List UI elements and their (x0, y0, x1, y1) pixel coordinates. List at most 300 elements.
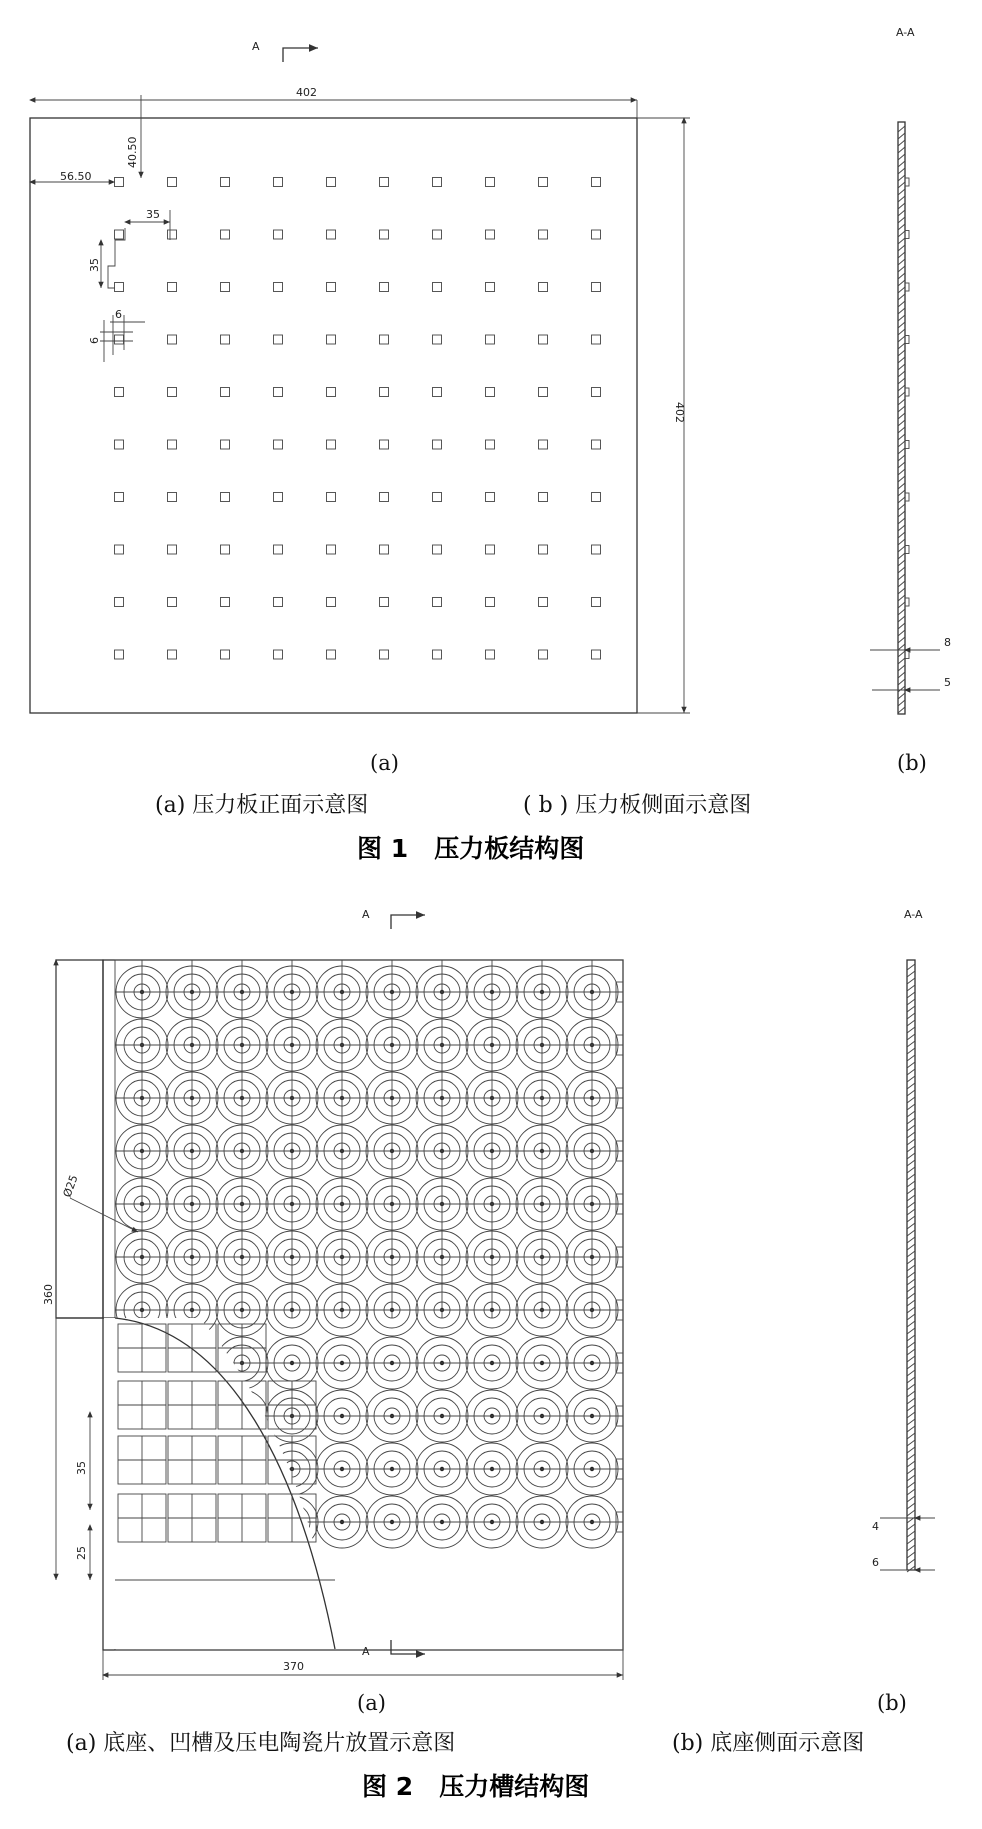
dim-square-h: 6 (88, 337, 101, 344)
hatch-line (907, 1041, 915, 1047)
hatch-line (898, 371, 905, 377)
hatch-line (907, 1202, 915, 1208)
hatch-line (898, 434, 905, 440)
hatch-line (907, 1307, 915, 1313)
hatch-line (898, 378, 905, 384)
hatch-line (898, 462, 905, 468)
hole (221, 545, 230, 554)
hatch-line (907, 1020, 915, 1026)
hole (221, 335, 230, 344)
side-view-label-fig2: A-A (904, 908, 923, 921)
hatch-line (907, 1559, 915, 1565)
hatch-line (907, 1405, 915, 1411)
fig2-title: 图 2 压力槽结构图 (362, 1772, 590, 1801)
hole (592, 178, 601, 187)
hatch-line (907, 985, 915, 991)
hatch-line (907, 1146, 915, 1152)
hole (433, 230, 442, 239)
hatch-line (898, 539, 905, 545)
dim-width-fig2: 370 (283, 1660, 304, 1673)
hatch-line (898, 238, 905, 244)
hatch-line (898, 546, 905, 552)
hatch-line (907, 1062, 915, 1068)
fig1-caption-b: ( b ) 压力板侧面示意图 (523, 793, 752, 818)
hole (592, 598, 601, 607)
hatch-line (898, 532, 905, 538)
hole (274, 545, 283, 554)
hatch-line (907, 1412, 915, 1418)
hatch-line (907, 1433, 915, 1439)
hatch-line (898, 511, 905, 517)
hole (274, 230, 283, 239)
hatch-line (898, 252, 905, 258)
hatch-line (907, 1251, 915, 1257)
hatch-line (898, 287, 905, 293)
hole (327, 230, 336, 239)
hatch-line (898, 245, 905, 251)
hatch-line (907, 1069, 915, 1075)
hole (380, 283, 389, 292)
dim-height: 402 (673, 402, 686, 423)
hole (274, 178, 283, 187)
base-side-view (872, 960, 935, 1572)
hole (592, 230, 601, 239)
hatch-line (898, 413, 905, 419)
hatch-line (898, 665, 905, 671)
hatch-line (898, 595, 905, 601)
hatch-line (898, 210, 905, 216)
fig2-caption-b: (b) 底座侧面示意图 (672, 1731, 865, 1756)
hole (327, 545, 336, 554)
hatch-line (898, 420, 905, 426)
hole (433, 598, 442, 607)
dim-square-h-fig2: 25 (75, 1546, 88, 1560)
fig1-caption-a: (a) 压力板正面示意图 (155, 793, 369, 818)
hole (168, 230, 177, 239)
hole (274, 598, 283, 607)
hatch-line (907, 1482, 915, 1488)
hatch-line (907, 1125, 915, 1131)
hatch-line (898, 364, 905, 370)
hole (327, 335, 336, 344)
hatch-line (907, 1139, 915, 1145)
hatch-line (907, 1335, 915, 1341)
hole (115, 335, 124, 344)
hole (486, 178, 495, 187)
hole (221, 388, 230, 397)
figure-2 (42, 908, 935, 1801)
side-view-label: A-A (896, 26, 915, 39)
dim-pitch-x: 35 (146, 208, 160, 221)
hatch-line (907, 1419, 915, 1425)
hatch-line (898, 126, 905, 132)
hole (539, 283, 548, 292)
hole (221, 230, 230, 239)
hole (380, 335, 389, 344)
hatch-line (898, 469, 905, 475)
section-marker-letter-top: A (362, 908, 370, 921)
hole-grid (115, 178, 601, 660)
hatch-line (898, 357, 905, 363)
base-left-extension (56, 960, 103, 1318)
hatch-line (907, 1055, 915, 1061)
hole (168, 440, 177, 449)
hole (380, 493, 389, 502)
hatch-line (898, 203, 905, 209)
hatch-line (898, 196, 905, 202)
fig1-label-b: (b) (897, 751, 927, 775)
hole (539, 493, 548, 502)
hatch-line (907, 1188, 915, 1194)
fig1-title: 图 1 压力板结构图 (357, 834, 585, 863)
hatch-line (898, 182, 905, 188)
side-dim-top: 8 (944, 636, 951, 649)
hatch-line (907, 1111, 915, 1117)
hatch-line (907, 964, 915, 970)
hatch-line (907, 1286, 915, 1292)
hole (115, 178, 124, 187)
hole (327, 178, 336, 187)
hatch-line (898, 161, 905, 167)
hatch-line (907, 1216, 915, 1222)
base-side-hatching (907, 964, 915, 1572)
hatch-line (907, 992, 915, 998)
hatch-line (907, 1048, 915, 1054)
hatch-line (898, 147, 905, 153)
hatch-line (898, 490, 905, 496)
base-front-view (42, 960, 623, 1680)
hole (539, 335, 548, 344)
hatch-line (898, 259, 905, 265)
hole (592, 493, 601, 502)
hole (274, 650, 283, 659)
hatch-line (907, 1363, 915, 1369)
hole (168, 493, 177, 502)
hatch-line (898, 630, 905, 636)
hatch-line (907, 1566, 915, 1572)
hole (539, 440, 548, 449)
hole (168, 650, 177, 659)
hole (115, 283, 124, 292)
hole (115, 545, 124, 554)
hatch-line (907, 1279, 915, 1285)
hatch-line (898, 301, 905, 307)
hatch-line (907, 1384, 915, 1390)
hatch-line (907, 1034, 915, 1040)
hole (486, 493, 495, 502)
hatch-line (907, 1132, 915, 1138)
hole (274, 440, 283, 449)
hatch-line (898, 560, 905, 566)
hole (486, 440, 495, 449)
hatch-line (898, 651, 905, 657)
hatch-line (898, 525, 905, 531)
hole (380, 650, 389, 659)
hatch-line (907, 1265, 915, 1271)
hole (327, 650, 336, 659)
hatch-line (898, 602, 905, 608)
hatch-line (907, 1398, 915, 1404)
hole (327, 598, 336, 607)
hatch-line (907, 1531, 915, 1537)
hatch-line (907, 1524, 915, 1530)
hatch-line (898, 441, 905, 447)
hole (539, 178, 548, 187)
hatch-line (898, 133, 905, 139)
hatch-line (898, 217, 905, 223)
hatch-line (898, 497, 905, 503)
hatch-line (907, 1314, 915, 1320)
section-marker-letter-bottom: A (362, 1645, 370, 1658)
hole (274, 335, 283, 344)
hatch-line (898, 700, 905, 706)
hatch-line (907, 971, 915, 977)
hatch-line (898, 518, 905, 524)
hole (433, 440, 442, 449)
section-marker-top-fig1 (252, 40, 318, 62)
hole (274, 388, 283, 397)
hatch-line (907, 1230, 915, 1236)
hatch-line (907, 1167, 915, 1173)
hatch-line (907, 1223, 915, 1229)
hole (274, 493, 283, 502)
hole (327, 388, 336, 397)
fig1-label-a: (a) (370, 751, 399, 775)
hole (433, 650, 442, 659)
hatch-line (907, 1440, 915, 1446)
hatch-line (898, 567, 905, 573)
hatch-line (907, 1377, 915, 1383)
hole (380, 598, 389, 607)
hatch-line (898, 189, 905, 195)
hatch-line (898, 406, 905, 412)
hatch-line (907, 1006, 915, 1012)
hole (380, 178, 389, 187)
hole (486, 650, 495, 659)
hatch-line (907, 1370, 915, 1376)
hole (433, 178, 442, 187)
hole (221, 598, 230, 607)
hole (168, 335, 177, 344)
hole (486, 283, 495, 292)
hatch-line (898, 273, 905, 279)
hatch-line (907, 1153, 915, 1159)
hole (221, 283, 230, 292)
fig2-caption-a: (a) 底座、凹槽及压电陶瓷片放置示意图 (66, 1731, 456, 1756)
hatch-line (907, 1342, 915, 1348)
hole (539, 650, 548, 659)
hole (592, 335, 601, 344)
hole (380, 545, 389, 554)
hatch-line (907, 1237, 915, 1243)
hatch-line (898, 623, 905, 629)
pressure-plate-front-view (30, 86, 690, 713)
hatch-line (898, 553, 905, 559)
hatch-line (907, 1027, 915, 1033)
hatch-line (907, 1489, 915, 1495)
hatch-line (898, 644, 905, 650)
hatch-line (898, 231, 905, 237)
hatch-line (898, 399, 905, 405)
hatch-line (898, 266, 905, 272)
hatch-line (907, 1104, 915, 1110)
hatch-line (907, 1090, 915, 1096)
hatch-line (898, 322, 905, 328)
hatch-line (898, 616, 905, 622)
hatch-line (898, 350, 905, 356)
dim-diameter: Ø25 (60, 1173, 81, 1200)
dim-pitch-y: 35 (88, 258, 101, 272)
hole (115, 440, 124, 449)
hatch-line (898, 455, 905, 461)
hole (115, 650, 124, 659)
hole (486, 388, 495, 397)
hatch-line (898, 315, 905, 321)
hatch-line (898, 476, 905, 482)
hole (539, 230, 548, 239)
hatch-line (907, 1209, 915, 1215)
hatch-line (907, 1293, 915, 1299)
plate-outline (30, 118, 637, 713)
dim-top-offset: 40.50 (126, 136, 139, 168)
base-side-dim-bottom: 6 (872, 1556, 879, 1569)
hatch-line (907, 1447, 915, 1453)
hole (380, 230, 389, 239)
section-marker-letter: A (252, 40, 260, 53)
hole (327, 493, 336, 502)
hatch-line (898, 448, 905, 454)
hatch-line (907, 1468, 915, 1474)
dim-width: 402 (296, 86, 317, 99)
fig2-label-a: (a) (357, 1691, 386, 1715)
hole (486, 230, 495, 239)
hole (327, 440, 336, 449)
hatch-line (898, 581, 905, 587)
hatch-line (898, 483, 905, 489)
hole (539, 388, 548, 397)
hatch-line (907, 1538, 915, 1544)
hole (115, 598, 124, 607)
hole (486, 545, 495, 554)
dim-square-w: 6 (115, 308, 122, 321)
hatch-line (907, 999, 915, 1005)
hole (115, 230, 124, 239)
hatch-line (898, 588, 905, 594)
hatch-line (907, 1300, 915, 1306)
hatch-line (898, 672, 905, 678)
hatch-line (898, 329, 905, 335)
hatch-line (907, 1454, 915, 1460)
hole (592, 388, 601, 397)
hatch-line (907, 1391, 915, 1397)
hole (221, 178, 230, 187)
hole (327, 283, 336, 292)
hatch-line (898, 637, 905, 643)
hatch-line (907, 1426, 915, 1432)
hatch-line (898, 679, 905, 685)
hatch-line (907, 1244, 915, 1250)
dim-height-fig2: 360 (42, 1284, 55, 1305)
dim-pitch-y-fig2: 35 (75, 1461, 88, 1475)
hatch-line (898, 707, 905, 713)
pressure-plate-side-view (870, 122, 951, 714)
hole (168, 545, 177, 554)
hatch-line (907, 1118, 915, 1124)
hatch-line (898, 154, 905, 160)
hatch-line (907, 1174, 915, 1180)
dim-left-offset: 56.50 (60, 170, 92, 183)
hole (592, 440, 601, 449)
hole (168, 598, 177, 607)
hatch-line (898, 336, 905, 342)
hatch-line (907, 1552, 915, 1558)
hatch-line (898, 686, 905, 692)
hole (221, 493, 230, 502)
hatch-line (907, 1097, 915, 1103)
hatch-line (907, 1083, 915, 1089)
hole (592, 650, 601, 659)
hatch-line (907, 1510, 915, 1516)
hole (433, 545, 442, 554)
hatch-line (907, 1545, 915, 1551)
hatch-line (898, 385, 905, 391)
hatch-line (898, 224, 905, 230)
hatch-line (898, 392, 905, 398)
hole (433, 493, 442, 502)
hatch-line (907, 1328, 915, 1334)
hatch-line (907, 1461, 915, 1467)
hole (592, 545, 601, 554)
hatch-line (898, 427, 905, 433)
hole (539, 598, 548, 607)
figure-1 (30, 26, 951, 863)
hatch-line (907, 1181, 915, 1187)
hatch-line (907, 978, 915, 984)
side-hatching (898, 126, 905, 713)
hatch-line (898, 175, 905, 181)
hole (168, 283, 177, 292)
hatch-line (898, 609, 905, 615)
hole (539, 545, 548, 554)
hole (221, 440, 230, 449)
hatch-line (907, 1496, 915, 1502)
hole (115, 493, 124, 502)
base-side-dim-top: 4 (872, 1520, 879, 1533)
hatch-line (898, 308, 905, 314)
hole (486, 598, 495, 607)
hatch-line (907, 1321, 915, 1327)
hatch-line (898, 140, 905, 146)
hatch-line (898, 168, 905, 174)
hatch-line (898, 280, 905, 286)
section-marker-top-fig2 (362, 908, 425, 929)
hatch-line (898, 658, 905, 664)
hatch-line (907, 1160, 915, 1166)
hatch-line (907, 1503, 915, 1509)
hole (380, 388, 389, 397)
hole (274, 283, 283, 292)
hole (221, 650, 230, 659)
hatch-line (907, 1272, 915, 1278)
hole (380, 440, 389, 449)
hatch-line (898, 504, 905, 510)
hole (168, 388, 177, 397)
hatch-line (907, 1076, 915, 1082)
hatch-line (907, 1013, 915, 1019)
hatch-line (907, 1349, 915, 1355)
section-marker-bottom-fig2 (362, 1640, 425, 1658)
hole (433, 283, 442, 292)
